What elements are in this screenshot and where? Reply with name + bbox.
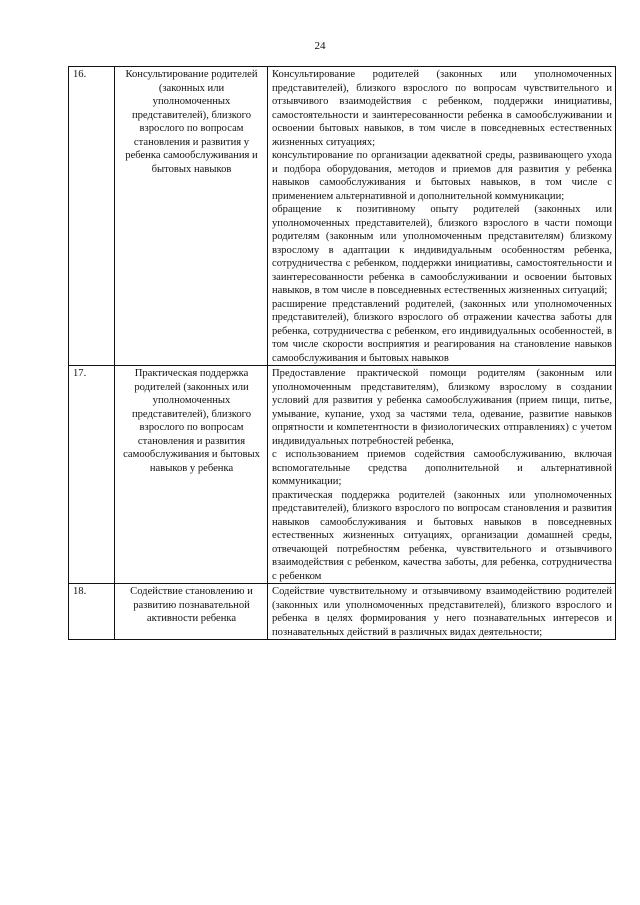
row-number: 16. (69, 67, 115, 366)
service-name: Содействие становлению и развитию познавательной активности ребенка (115, 584, 268, 640)
table-row (69, 366, 616, 584)
description-paragraph: Содействие чувствительному и отзывчивому взаимодействию родителей (законных или уполномоченных представителей), близкого взрослого и ребенка в целях формирования у него познавательных интересов и познавательных действий в различных видах деятельности; (272, 586, 612, 638)
row-number: 18. (69, 584, 115, 640)
service-description (268, 366, 616, 584)
table-row (69, 67, 616, 366)
service-description (268, 67, 616, 366)
row-number: 17. (69, 366, 115, 584)
description-paragraph: Консультирование родителей (законных или уполномоченных представителей), близкого взрослого по вопросам чувствительного и отзывчивого взаимодействия с ребенком, поддержки инициативы, самостоятельности и заинтересованности ребенка в самообслуживании и освоении бытовых навыков, в том числе в повседневных естественных жизненных ситуациях; (272, 69, 612, 148)
description-paragraph: обращение к позитивному опыту родителей (законных или уполномоченных представителей), близкого взрослого в части помощи родителям (законным или уполномоченным представителям) близкому взрослому в адаптации к индивидуальным особенностям ребенка, сотрудничества с ребенком, поддержки инициативы, самостоятельности и заинтересованности ребенка в самообслуживании и освоении бытовых навыков, в том числе в повседневных естественных жизненных ситуаций; (272, 204, 612, 296)
service-name: Консультирование родителей (законных или уполномоченных представителей), близкого взрослого по вопросам становления и развития у ребенка самообслуживания и бытовых навыков (115, 67, 268, 366)
services-table (68, 66, 616, 640)
service-name: Практическая поддержка родителей (законных или уполномоченных представителей), близкого взрослого по вопросам становления и развития самообслуживания и бытовых навыков у ребенка (115, 366, 268, 584)
description-paragraph: с использованием приемов содействия самообслуживанию, включая вспомогательные средства дополнительной и альтернативной коммуникации; (272, 449, 612, 487)
description-paragraph: Предоставление практической помощи родителям (законным или уполномоченным представителям), близкому взрослому в создании условий для развития у ребенка самообслуживания (прием пищи, питье, умывание, купание, уход за частями тела, одевание, развитие навыков опрятности и компетентности в физиологических отправлениях) с учетом индивидуальных потребностей ребенка, (272, 368, 612, 447)
table-row (69, 584, 616, 640)
page-number: 24 (314, 40, 326, 52)
description-paragraph: расширение представлений родителей, (законных или уполномоченных представителей), близкого взрослого об отражении качества заботы для ребенка, сотрудничества с ребенком, его индивидуальных особенностей, в том числе скорости восприятия и реагирования на становление навыков самообслуживания и бытовых навыков (272, 298, 612, 364)
description-paragraph: практическая поддержка родителей (законных или уполномоченных представителей), близкого взрослого по вопросам становления и развития навыков самообслуживания и бытовых навыков в повседневных естественных жизненных ситуациях, организации домашней среды, отвечающей потребностям ребенка, чувствительного и отзывчивого взаимодействия с ребенком, качества заботы, для ребенка, сотрудничества с ребенком (272, 489, 612, 582)
description-paragraph: консультирование по организации адекватной среды, развивающего ухода и подбора оборудования, методов и приемов для развития у ребенка навыков самообслуживания и бытовых навыков, в том числе с применением альтернативной и дополнительной коммуникации; (272, 150, 612, 202)
service-description (268, 584, 616, 640)
